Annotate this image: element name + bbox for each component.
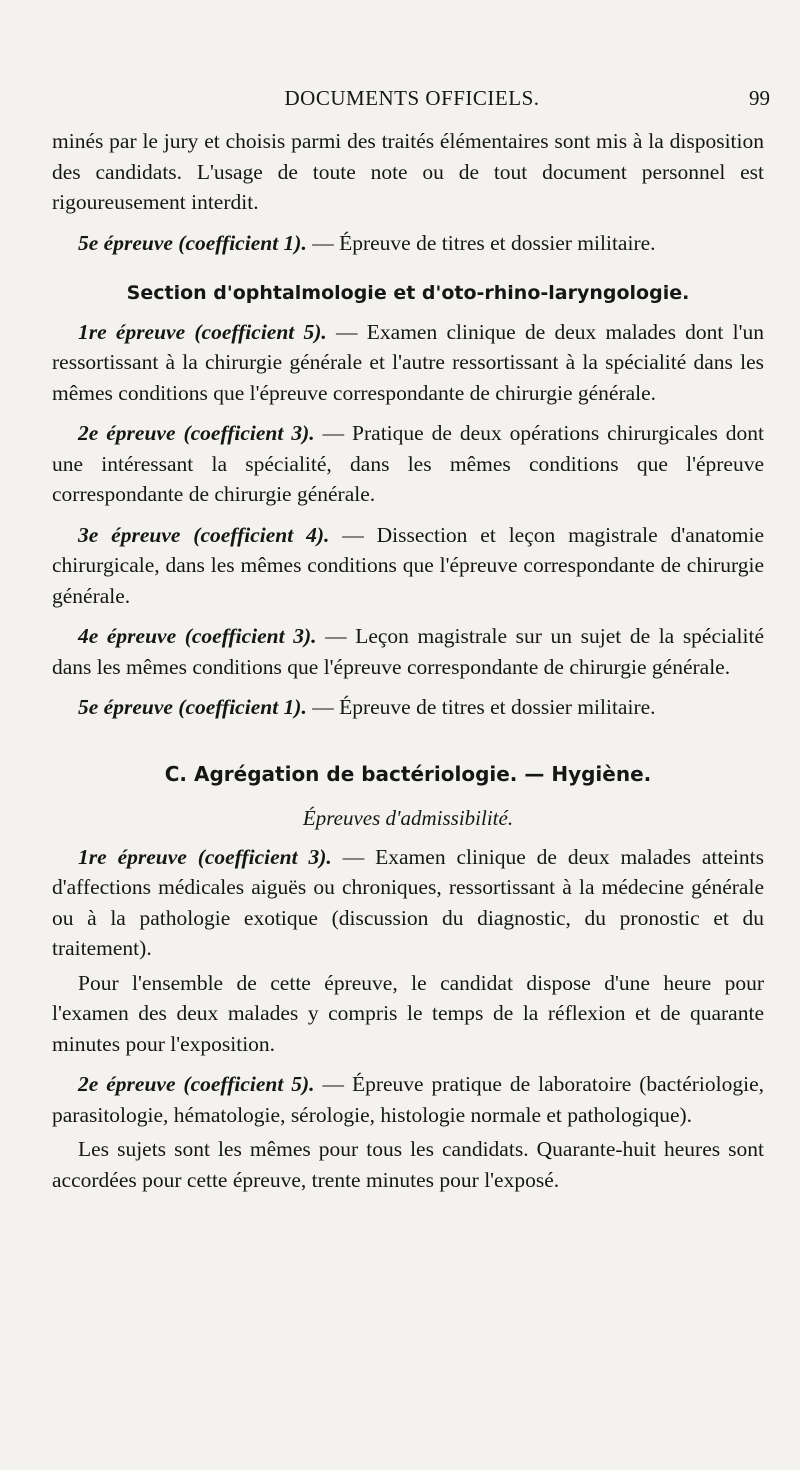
paragraph-3e-epreuve <box>52 520 764 612</box>
epreuve-text: — Épreuve pratique de laboratoire (bactériologie, parasitologie, hématologie, sérologie, histologie normale et pathologique). <box>52 1072 764 1127</box>
page-body <box>52 126 764 1195</box>
section-heading-bacteriologie: C. Agrégation de bactériologie. — Hygiène. <box>164 761 652 786</box>
epreuve-lead: 1re épreuve (coefficient 3). <box>78 844 332 869</box>
epreuve-lead: 4e épreuve (coefficient 3). <box>78 624 317 648</box>
page-number: 99 <box>749 86 770 110</box>
epreuve-lead: 2e épreuve (coefficient 5). <box>78 1072 315 1096</box>
subheading-admissibilite: Épreuves d'admissibilité. <box>302 806 514 830</box>
section-heading-ophtalmologie: Section d'ophtalmologie et d'oto-rhino-laryngologie. <box>126 282 690 304</box>
paragraph-2e-epreuve <box>52 418 764 510</box>
epreuve-text: — Leçon magistrale sur un sujet de la spécialité dans les mêmes conditions que l'épreuve correspondante de chirurgie générale. <box>52 624 764 679</box>
paragraph-1re-epreuve <box>52 317 764 409</box>
epreuve-text: — Pratique de deux opérations chirurgicales dont une intéressant la spécialité, dans les mêmes conditions que l'épreuve correspondante de chirurgie générale. <box>52 421 765 506</box>
epreuve-lead: 2e épreuve (coefficient 3). <box>78 421 315 445</box>
epreuve-text: — Examen clinique de deux malades dont l'un ressortissant à la chirurgie générale et l'autre ressortissant à la spécialité dans les mêmes conditions que l'épreuve correspondante de chirurgie générale. <box>52 319 764 405</box>
epreuve-text: — Dissection et leçon magistrale d'anatomie chirurgicale, dans les mêmes conditions que l'épreuve correspondante de chirurgie générale. <box>52 522 764 608</box>
epreuve-lead: 5e épreuve (coefficient 1). <box>78 230 307 255</box>
epreuve-text: — Épreuve de titres et dossier militaire. <box>306 230 656 255</box>
page-header <box>54 86 770 116</box>
paragraph-1re-epreuve-c <box>52 842 764 964</box>
paragraph-4e-epreuve <box>52 621 764 682</box>
paragraph-sujets: Les sujets sont les mêmes pour tous les candidats. Quarante-huit heures sont accordées pour cette épreuve, trente minutes pour l'exposé. <box>52 1137 764 1192</box>
paragraph-5e-epreuve-b <box>52 692 764 723</box>
epreuve-lead: 1re épreuve (coefficient 5). <box>78 319 327 344</box>
paragraph-ensemble: Pour l'ensemble de cette épreuve, le candidat dispose d'une heure pour l'examen des deux malades y compris le temps de la réflexion et de quarante minutes pour l'exposition. <box>52 970 764 1056</box>
paragraph-continuation: minés par le jury et choisis parmi des traités élémentaires sont mis à la disposition des candidats. L'usage de toute note ou de tout document personnel est rigoureusement interdit. <box>52 129 764 214</box>
paragraph-2e-epreuve-c <box>52 1069 764 1130</box>
running-title: DOCUMENTS OFFICIELS. <box>284 86 540 110</box>
epreuve-lead: 3e épreuve (coefficient 4). <box>78 522 330 547</box>
epreuve-text: — Épreuve de titres et dossier militaire. <box>306 695 656 719</box>
paragraph-5e-epreuve <box>52 228 764 259</box>
epreuve-lead: 5e épreuve (coefficient 1). <box>78 695 307 719</box>
epreuve-text: — Examen clinique de deux malades atteints d'affections médicales aiguës ou chroniques, ressortissant à la médecine générale ou à la pathologie exotique (discussion du diagnostic, du pronostic et du traitement). <box>52 844 764 960</box>
